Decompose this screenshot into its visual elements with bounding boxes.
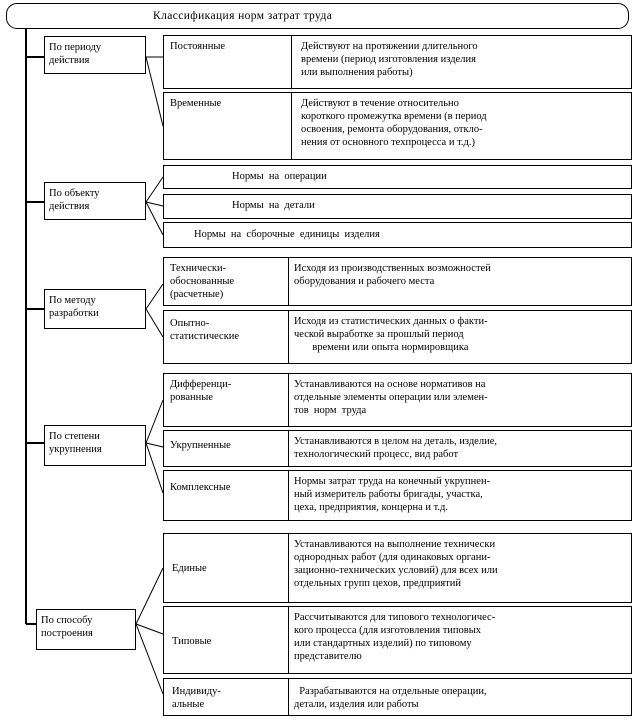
item-norms-assembly bbox=[163, 222, 632, 248]
category-object bbox=[44, 182, 146, 220]
divider bbox=[288, 534, 289, 602]
item-name: Постоянные bbox=[170, 41, 226, 52]
item-description: Рассчитываются для типового технологичес- кого процесса (для изготовления типовых или стандартных изделий) по типовому представителю bbox=[294, 612, 496, 662]
category-method-label: По методу разработки bbox=[49, 295, 99, 319]
category-construction bbox=[36, 609, 136, 650]
item-name: Опытно- статистические bbox=[170, 318, 240, 342]
divider bbox=[288, 431, 289, 466]
item-description: Действуют в течение относительно короткого промежутка времени (в период освоения, ремонта оборудования, откло- нения от основного техпроцесса и т.д.) bbox=[301, 98, 487, 148]
item-temporary bbox=[163, 92, 632, 160]
item-technical bbox=[163, 257, 632, 306]
category-period bbox=[44, 36, 146, 74]
category-enlargement-label: По степени укрупнения bbox=[49, 431, 102, 455]
item-complex bbox=[163, 470, 632, 521]
item-description: Разрабатываются на отдельные операции, детали, изделия или работы bbox=[294, 686, 487, 710]
item-differentiated bbox=[163, 373, 632, 427]
divider bbox=[288, 607, 289, 673]
item-norms-operations bbox=[163, 165, 632, 189]
item-description: Действуют на протяжении длительного времени (период изготовления изделия или выполнения работы) bbox=[301, 41, 478, 78]
item-name: Дифференци- рованные bbox=[170, 379, 232, 403]
category-object-label: По объекту действия bbox=[49, 188, 100, 212]
item-description: Исходя из статистических данных о факти- ческой выработке за прошлый период времени или опыта нормировщика bbox=[294, 316, 488, 353]
item-description: Нормы затрат труда на конечный укрупнен- ный измеритель работы бригады, участка, цеха, предприятия, концерна и т.д. bbox=[294, 476, 491, 513]
divider bbox=[288, 374, 289, 426]
item-description: Устанавливаются на выполнение технически однородных работ (для одинаковых органи- зационно-технических условий) для всех или отдельных групп цехов, предприятий bbox=[294, 539, 498, 589]
divider bbox=[288, 258, 289, 305]
item-individual bbox=[163, 678, 632, 716]
item-unified bbox=[163, 533, 632, 603]
item-name: Нормы на сборочные единицы изделия bbox=[194, 229, 380, 240]
divider bbox=[288, 471, 289, 520]
item-name: Временные bbox=[170, 98, 222, 109]
item-name: Нормы на операции bbox=[232, 171, 327, 182]
item-enlarged bbox=[163, 430, 632, 467]
item-name: Индивиду- альные bbox=[172, 686, 221, 710]
item-name: Типовые bbox=[172, 636, 212, 647]
item-description: Исходя из производственных возможностей оборудования и рабочего места bbox=[294, 263, 491, 287]
item-norms-details bbox=[163, 194, 632, 219]
diagram-title bbox=[6, 3, 629, 29]
item-name: Нормы на детали bbox=[232, 200, 315, 211]
item-statistical bbox=[163, 310, 632, 364]
item-name: Единые bbox=[172, 563, 207, 574]
item-description: Устанавливаются в целом на деталь, изделие, технологический процесс, вид работ bbox=[294, 436, 497, 460]
item-name: Укрупненные bbox=[170, 440, 231, 451]
item-description: Устанавливаются на основе нормативов на отдельные элементы операции или элемен- тов норм труда bbox=[294, 379, 488, 416]
item-name: Технически- обоснованные (расчетные) bbox=[170, 263, 235, 300]
divider bbox=[291, 36, 292, 88]
category-enlargement bbox=[44, 425, 146, 466]
category-method bbox=[44, 289, 146, 329]
diagram-title-text: Классификация норм затрат труда bbox=[153, 10, 333, 22]
category-construction-label: По способу построения bbox=[41, 615, 93, 639]
item-name: Комплексные bbox=[170, 482, 231, 493]
divider bbox=[291, 93, 292, 159]
category-period-label: По периоду действия bbox=[49, 42, 102, 66]
divider bbox=[288, 311, 289, 363]
item-typical bbox=[163, 606, 632, 674]
item-permanent bbox=[163, 35, 632, 89]
divider bbox=[288, 679, 289, 715]
